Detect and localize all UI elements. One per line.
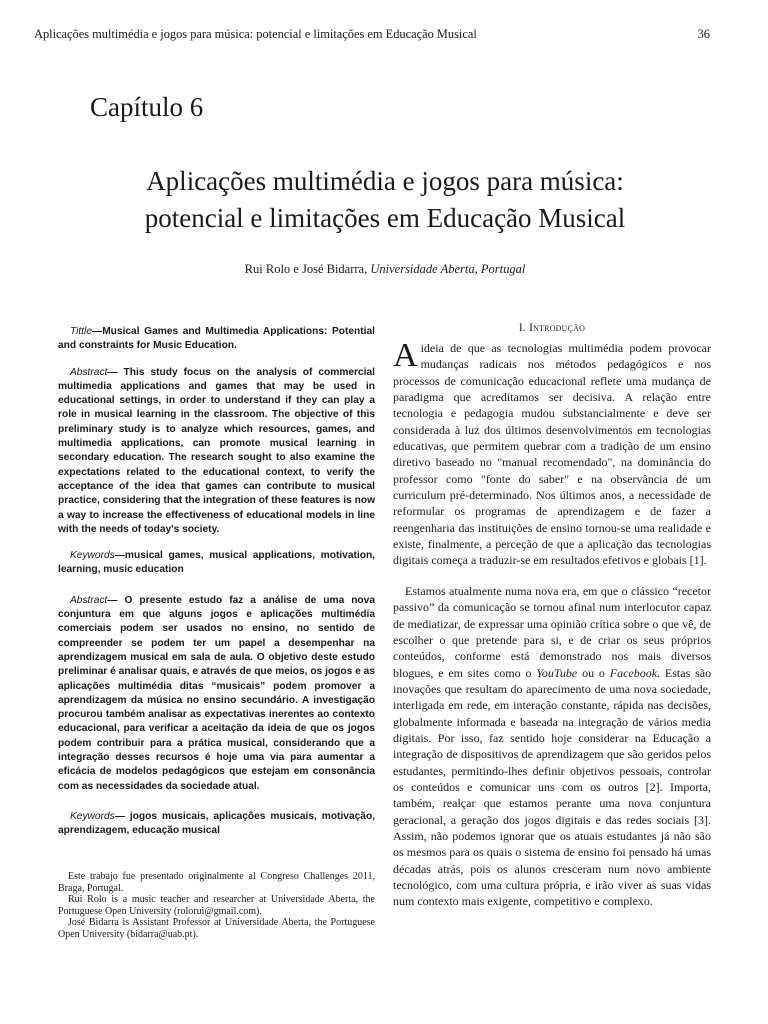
footnote-conference: Este trabajo fue presentado originalmente al Congreso Challenges 2011, Braga, Portugal. xyxy=(58,871,375,894)
english-abstract-label: Abstract xyxy=(70,366,108,378)
english-title xyxy=(58,325,375,354)
portuguese-keywords-label: Keywords xyxy=(70,810,115,822)
author-line xyxy=(60,262,710,277)
portuguese-keywords xyxy=(58,810,375,839)
author-affiliation: Universidade Aberta, Portugal xyxy=(370,262,526,276)
footnotes xyxy=(58,871,375,940)
paper-title-line-1: Aplicações multimédia e jogos para música: xyxy=(146,166,624,196)
youtube-mention: YouTube xyxy=(536,665,578,680)
left-column xyxy=(58,325,375,839)
intro-paragraph-2 xyxy=(393,583,711,910)
section-title: Introdução xyxy=(529,322,586,334)
facebook-mention: Facebook xyxy=(609,665,658,680)
portuguese-abstract xyxy=(58,594,375,794)
english-keywords xyxy=(58,549,375,578)
portuguese-abstract-label: Abstract xyxy=(70,594,108,606)
author-names: Rui Rolo e José Bidarra, xyxy=(244,262,368,276)
section-number: I. xyxy=(518,322,526,334)
paper-title-line-2: potencial e limitações em Educação Musical xyxy=(144,203,626,233)
page-number: 36 xyxy=(697,27,710,41)
portuguese-keywords-text: — jogos musicais, aplicações musicais, motivação, aprendizagem, educação musical xyxy=(58,810,375,837)
running-header: Aplicações multimédia e jogos para música: potencial e limitações em Educação Musical xyxy=(34,27,477,41)
english-abstract xyxy=(58,366,375,538)
english-title-label: Tittle xyxy=(70,326,92,337)
section-heading xyxy=(393,322,711,334)
right-column xyxy=(393,322,711,910)
intro-paragraph-1 xyxy=(393,337,711,569)
intro-paragraph-1-text: ideia de que as tecnologias multimédia podem provocar mudanças radicais nos métodos pedagógicos e nos processos de comunicação educacional reflete uma mudança de paradigma que acreditamos ser decisiva. A relação entre tecnologia e pedagogia mudou substancialmente e deve ser considerada à luz dos últimos desenvolvimentos em tecnologias educativas, que permitem quebrar com a tradição de um ensino diretivo baseado no "manual recomendado", na dominância do professor como "fonte do saber" e na observância de um curriculum pré-determinado. Nos últimos anos, a necessidade de reformular os programas de aprendizagem e de fazer a reengenharia das instituições de ensino tornou-se uma realidade e existe, finalmente, a perceção de que a aplicação das tecnologias digitais começa a traduzir-se em resultados efetivos e globais [1]. xyxy=(393,341,711,568)
english-keywords-text: —musical games, musical applications, motivation, learning, music education xyxy=(58,550,375,576)
footnote-author-2: José Bidarra is Assistant Professor at Universidade Aberta, the Portuguese Open University (bidarra@uab.pt). xyxy=(58,917,375,940)
english-keywords-label: Keywords xyxy=(70,550,115,562)
footnote-author-1: Rui Rolo is a music teacher and researcher at Universidade Aberta, the Portuguese Open University (rolorui@gmail.com). xyxy=(58,894,375,917)
chapter-heading: Capítulo 6 xyxy=(90,92,204,122)
english-title-text: —Musical Games and Multimedia Applications: Potential and constraints for Music Education. xyxy=(58,326,375,352)
intro-paragraph-2-text-b: ou o xyxy=(582,665,605,680)
intro-paragraph-2-text-a: Estamos atualmente numa nova era, em que o clássico “recetor passivo” da comunicação se tornou afinal num interlocutor capaz de mediatizar, de expressar uma opinião crítica sobre o que vê, de escolher o que pretende para si, e de criar os seus próprios conteúdos, conforme está demonstrado nos mais diversos blogues, e em sites como o xyxy=(393,583,711,680)
drop-cap: A xyxy=(393,337,418,374)
intro-paragraph-2-text-c: . Estas são inovações que resultam do aparecimento de uma nova sociedade, interligada em rede, em interação constante, rápida nas decisões, globalmente informada e baseada na integração de vários media digitais. Por isso, faz sentido hoje considerar na Educação a integração de dispositivos de aprendizagem que são geridos pelos estudantes, permitindo-lhes definir objetivos pessoais, controlar os conteúdos e comunicar uns com os outros [2]. Importa, também, realçar que estamos perante uma nova conjuntura geracional, a geração dos jogos digitais e das redes sociais [3]. Assim, não podemos ignorar que os atuais estudantes já não são os mesmos para os quais o sistema de ensino foi pensado há umas décadas atrás, pois os alunos cresceram num novo ambiente tecnológico, com uma cultura própria, e irão viver as suas vidas num contexto mais exigente, competitivo e complexo. xyxy=(393,665,712,909)
portuguese-abstract-text: — O presente estudo faz a análise de uma nova conjuntura em que alguns jogos e aplicações multimédia comerciais podem ser usados no ensino, no sentido de compreender se podem ter um papel a desempenhar na aprendizagem musical em sala de aula. O objetivo deste estudo preliminar é analisar quais, e através de que meios, os jogos e as aplicações multimédia ditas “musicais” podem promover a aprendizagem da música no ensino secundário. A investigação procurou também analisar as expectativas inerentes ao contexto educacional, para verificar a aceitação da ideia de que os jogos podem contribuir para a prática musical, considerando que a integração desses recursos é hoje uma via para aumentar a eficácia de modelos pedagógicos que estejam em consonância com as necessidades da sociedade atual. xyxy=(58,594,375,792)
english-abstract-text: — This study focus on the analysis of commercial multimedia applications and games that may be used in educational settings, in order to understand if they can play a role in musical learning in the classroom. The objective of this preliminary study is to analyze which resources, games, and multimedia applications, can promote musical learning in secondary education. The research sought to also examine the expectations related to the educational context, to verify the acceptance of the idea that games can contribute to musical practice, considering that the integration of these features is now a way to increase the effectiveness of educational models in line with the needs of today's society. xyxy=(58,366,375,535)
paper-title xyxy=(60,163,710,237)
